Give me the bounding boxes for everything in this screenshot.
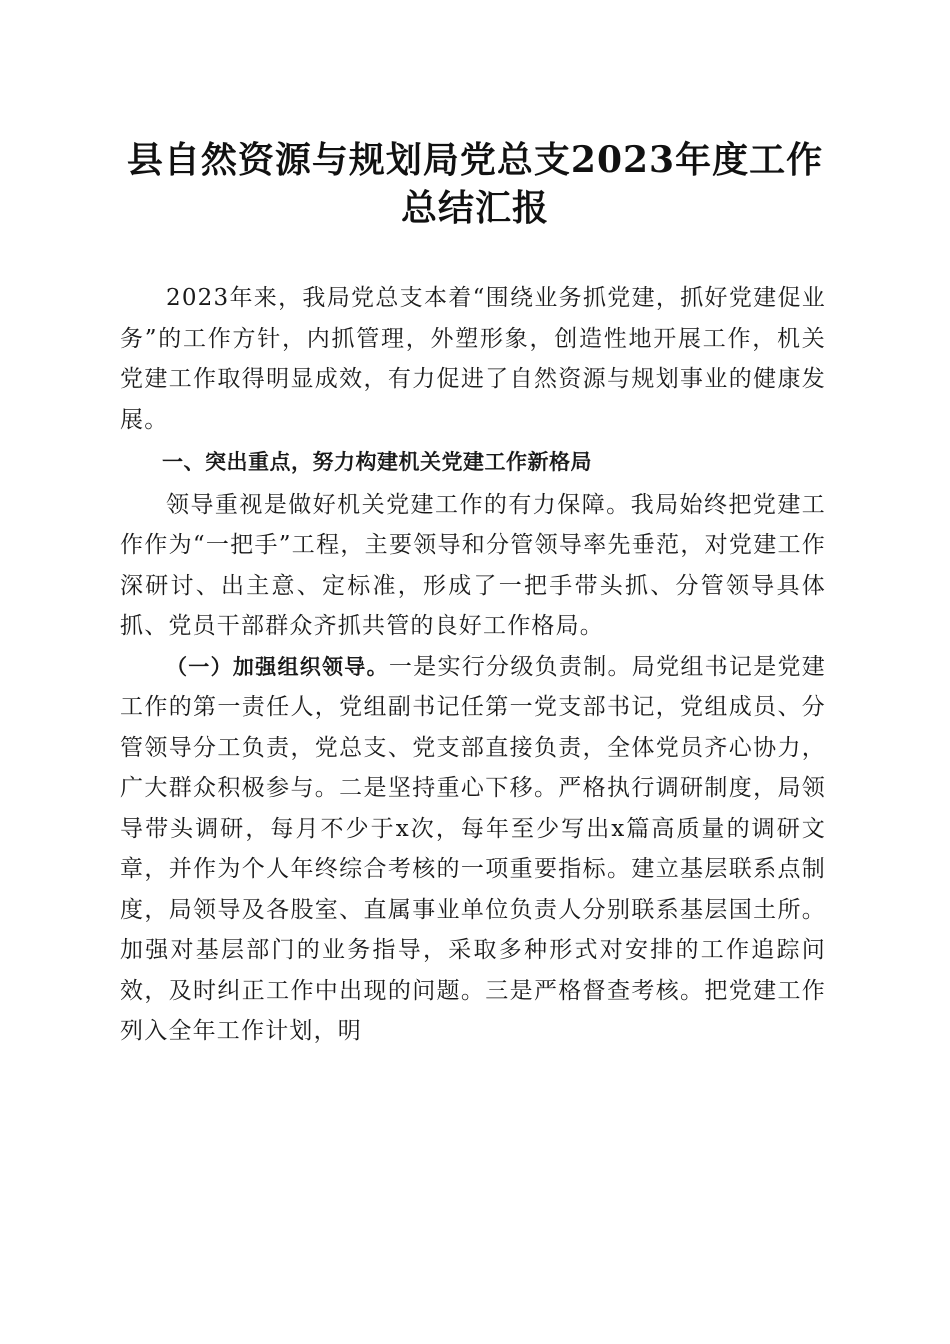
- intro-paragraph: 2023年来，我局党总支本着“围绕业务抓党建，抓好党建促业务”的工作方针，内抓管理，外塑形象，创造性地开展工作，机关党建工作取得明显成效，有力促进了自然资源与规划事业的健康发展。: [120, 285, 826, 433]
- document-title: 县自然资源与规划局党总支2023年度工作总结汇报: [126, 139, 824, 229]
- subsection-body: 一是实行分级负责制。局党组书记是党建工作的第一责任人，党组副书记任第一党支部书记，党组成员、分管领导分工负责，党总支、党支部直接负责，全体党员齐心协力，广大群众积极参与。二是坚持重心下移。严格执行调研制度，局领导带头调研，每月不少于x次，每年至少写出x篇高质量的调研文章，并作为个人年终综合考核的一项重要指标。建立基层联系点制度，局领导及各股室、直属事业单位负责人分别联系基层国土所。加强对基层部门的业务指导，采取多种形式对安排的工作追踪问效，及时纠正工作中出现的问题。三是严格督查考核。把党建工作列入全年工作计划，明: [120, 653, 826, 1044]
- subsection-lead: （一）加强组织领导。: [166, 654, 389, 679]
- section-heading: 一、突出重点，努力构建机关党建工作新格局: [162, 450, 592, 474]
- document-body: [120, 278, 826, 1052]
- subsection-paragraph: [120, 647, 826, 1052]
- section-paragraph: 领导重视是做好机关党建工作的有力保障。我局始终把党建工作作为“一把手”工程，主要领导和分管领导率先垂范，对党建工作深研讨、出主意、定标准，形成了一把手带头抓、分管领导具体抓、党员干部群众齐抓共管的良好工作格局。: [120, 491, 826, 639]
